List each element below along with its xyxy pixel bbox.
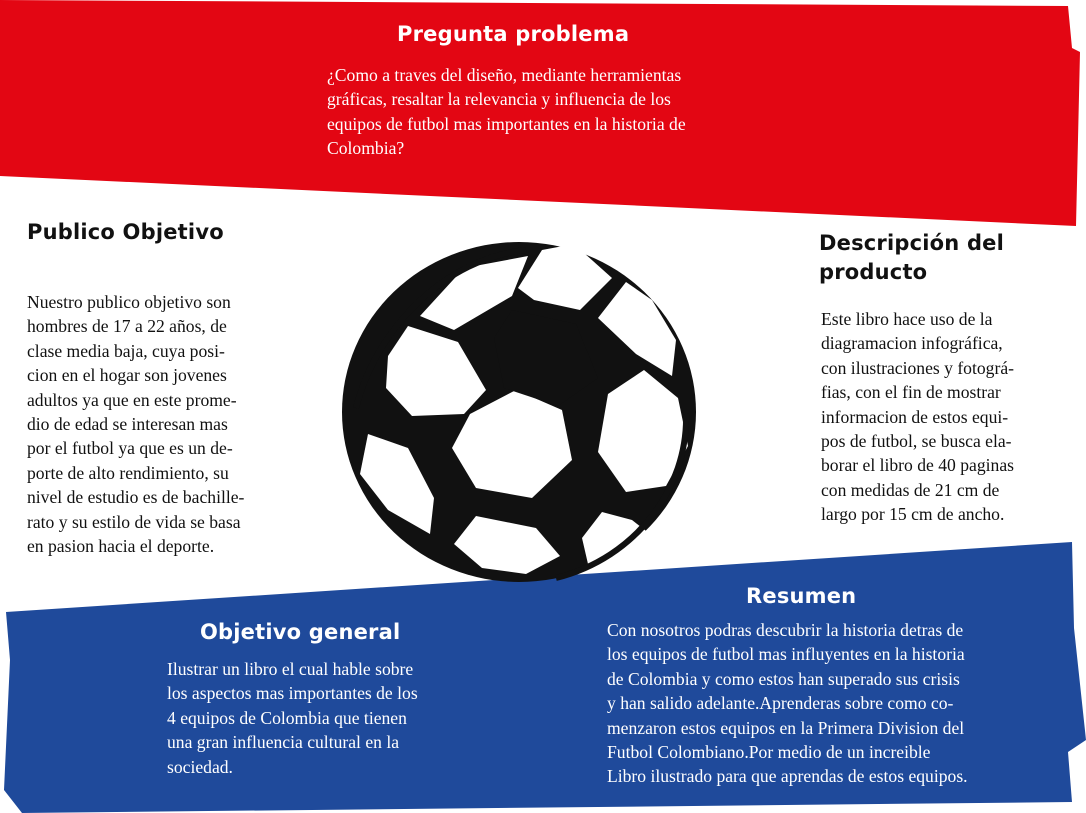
publico-title: Publico Objetivo xyxy=(27,220,224,244)
descripcion-title: Descripción del producto xyxy=(819,231,1005,284)
objetivo-text: Ilustrar un libro el cual hable sobre los aspectos mas importantes de los 4 equipos de Colombia que tienen una gran influencia cultural en la sociedad. xyxy=(167,659,418,777)
objetivo-title: Objetivo general xyxy=(200,620,401,644)
resumen-title: Resumen xyxy=(746,584,857,608)
descripcion-text: Este libro hace uso de la diagramacion infográfica, con ilustraciones y fotográ- fias, con el fin de mostrar informacion de estos equi- pos de futbol, se busca ela- borar el libro de 40 paginas con medidas de 21 cm de largo por 15 cm de ancho. xyxy=(821,309,1014,525)
soccer-ball-icon xyxy=(336,238,706,588)
publico-text: Nuestro publico objetivo son hombres de 17 a 22 años, de clase media baja, cuya posi- cion en el hogar son jovenes adultos ya que en este prome- dio de edad se interesan mas por el futbol ya que es un de- porte de alto rendimiento, su nivel de estudio es de bachille- rato y su estilo de vida se basa en pasion hacia el deporte. xyxy=(27,292,245,557)
pregunta-text: ¿Como a traves del diseño, mediante herramientas gráficas, resaltar la relevancia y influencia de los equipos de futbol mas importantes en la historia de Colombia? xyxy=(327,65,686,159)
pregunta-title: Pregunta problema xyxy=(397,22,630,46)
resumen-text: Con nosotros podras descubrir la historia detras de los equipos de futbol mas influyentes en la historia de Colombia y como estos han superado sus crisis y han salido adelante.Aprenderas sobre como co- menzaron estos equipos en la Primera Division del Futbol Colombiano.Por medio de un increible Libro ilustrado para que aprendas de estos equipos. xyxy=(607,620,968,787)
